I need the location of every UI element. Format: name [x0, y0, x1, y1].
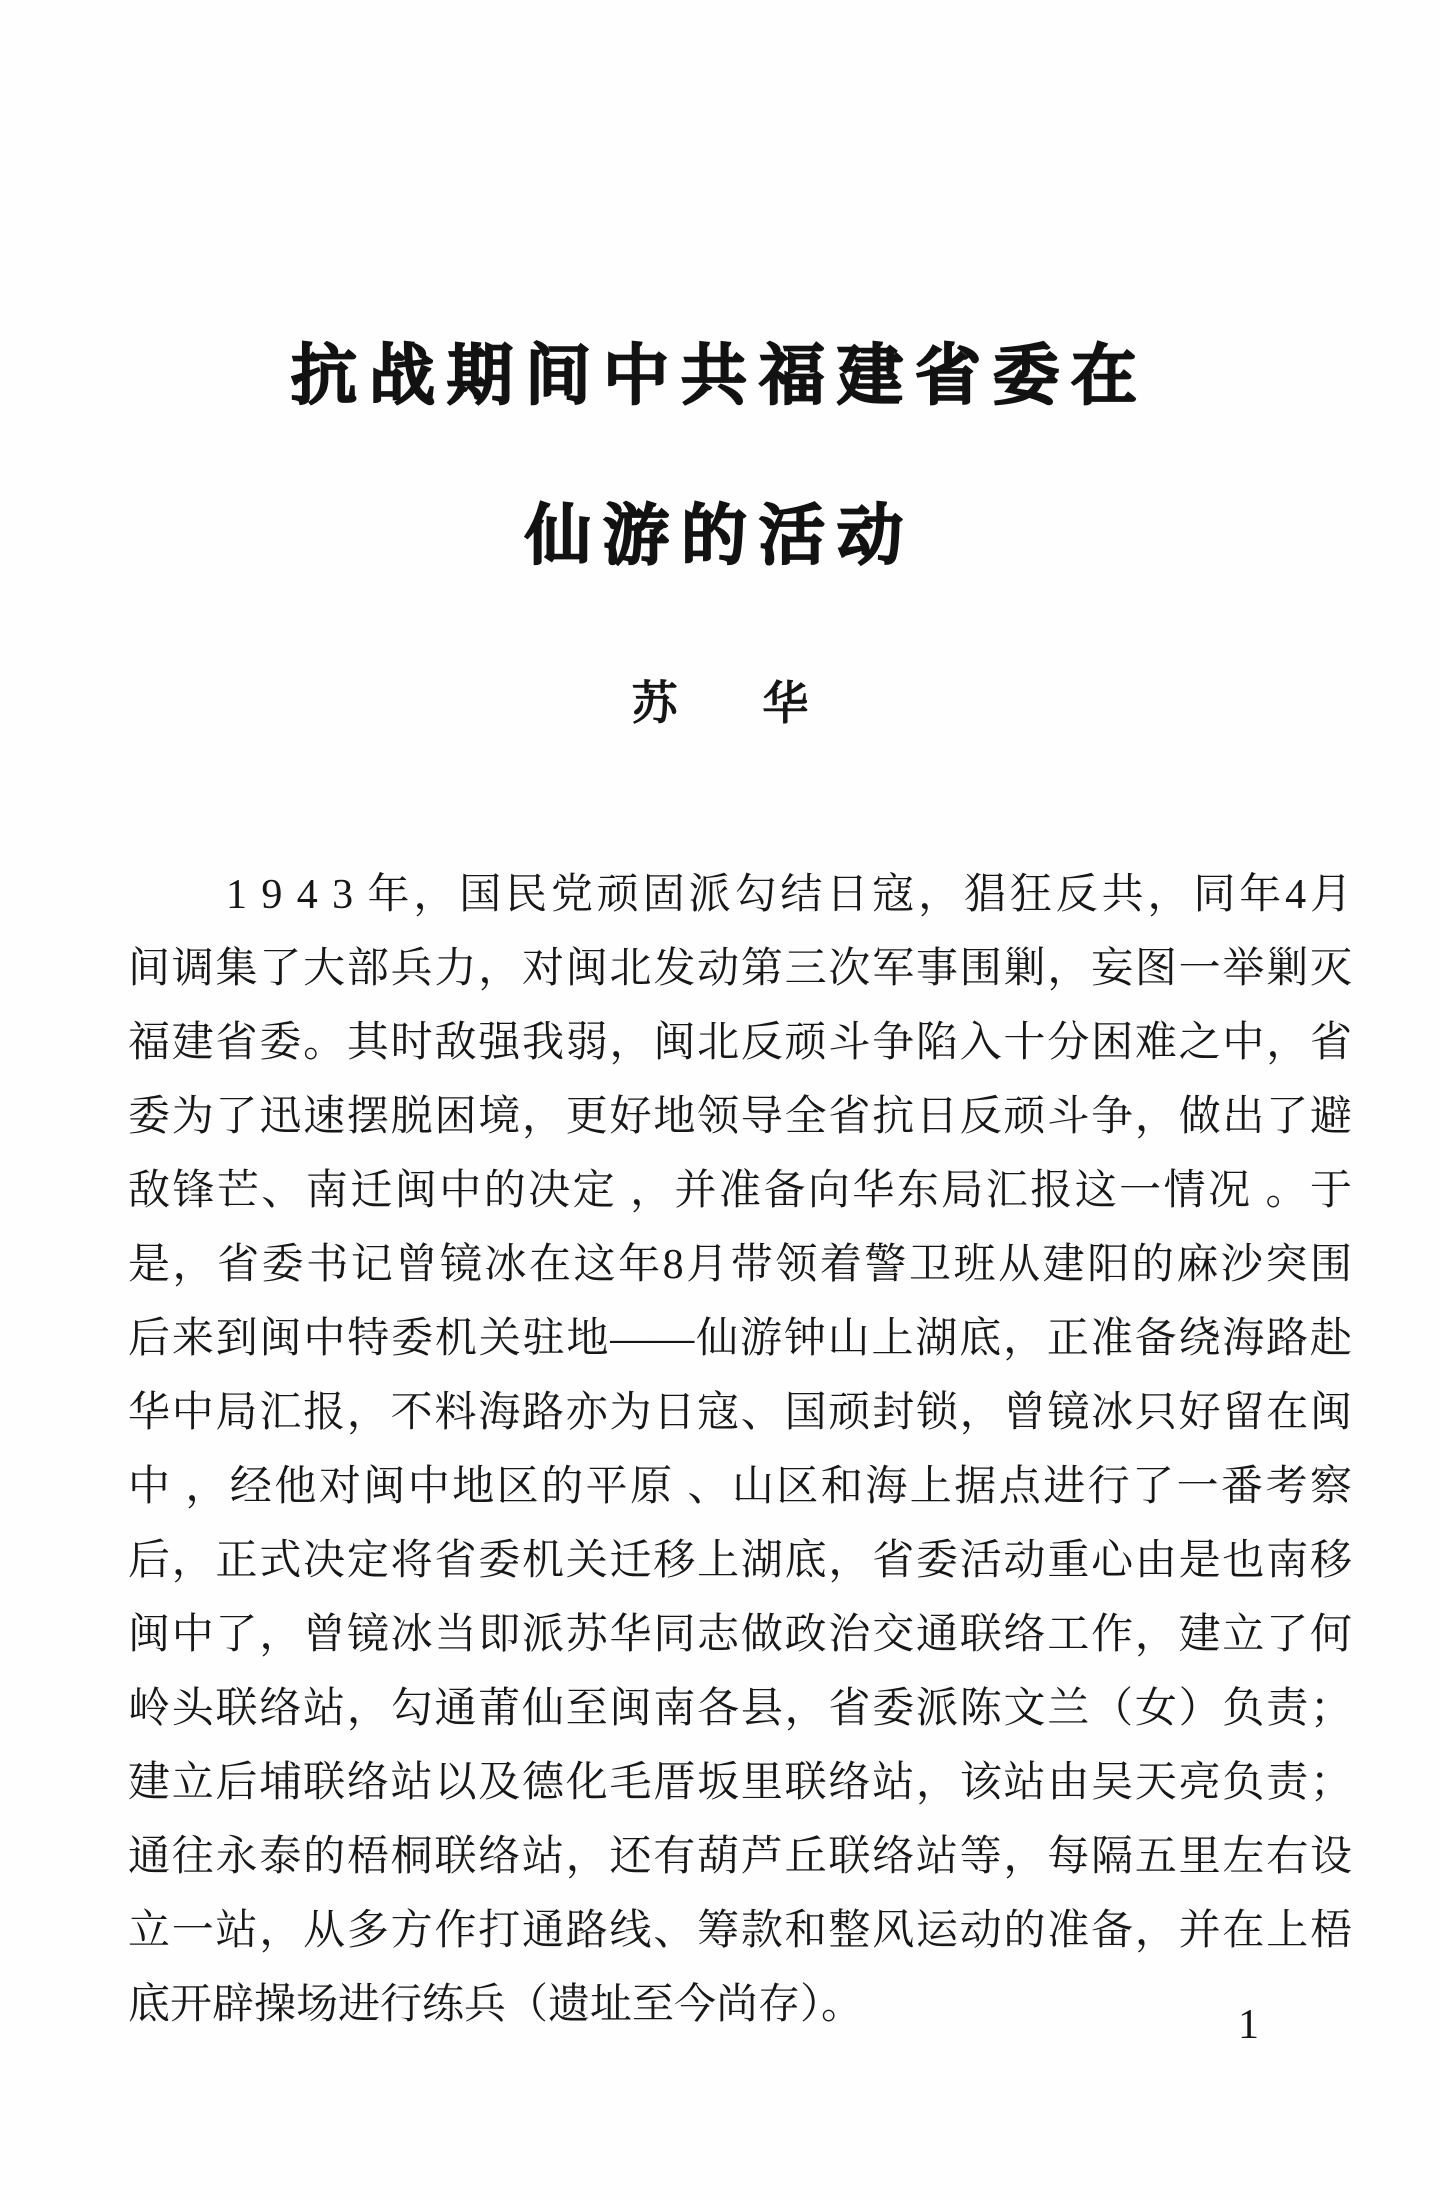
text-line: 是，省委书记曾镜冰在这年8月带领着警卫班从建阳的麻沙突围 — [128, 1242, 1352, 1288]
text-line: 间调集了大部兵力，对闽北发动第三次军事围剿，妄图一举剿灭 — [128, 946, 1352, 992]
author-name: 苏 华 — [631, 677, 809, 729]
text-line: 后来到闽中特委机关驻地——仙游钟山上湖底，正准备绕海路赴 — [128, 1316, 1352, 1362]
article-title — [0, 338, 1440, 572]
text-line: 闽中了，曾镜冰当即派苏华同志做政治交通联络工作，建立了何 — [128, 1612, 1352, 1658]
text-line: 底开辟操场进行练兵（遗址至今尚存）。 — [128, 1982, 864, 2028]
article-title-line-1: 抗战期间中共福建省委在 — [291, 338, 1149, 412]
text-line: 华中局汇报，不料海路亦为日寇、国顽封锁，曾镜冰只好留在闽 — [128, 1390, 1352, 1436]
text-line: 岭头联络站，勾通莆仙至闽南各县，省委派陈文兰（女）负责； — [128, 1686, 1352, 1732]
text-line: 立一站，从多方作打通路线、筹款和整风运动的准备，并在上梧 — [128, 1908, 1352, 1954]
text-line: 福建省委。其时敌强我弱，闽北反顽斗争陷入十分困难之中，省 — [128, 1020, 1352, 1066]
article-title-line-2: 仙游的活动 — [525, 498, 915, 572]
text-line: 委为了迅速摆脱困境，更好地领导全省抗日反顽斗争，做出了避 — [128, 1094, 1352, 1140]
text-line: 后，正式决定将省委机关迁移上湖底，省委活动重心由是也南移 — [128, 1538, 1352, 1584]
text-line: 通往永泰的梧桐联络站，还有葫芦丘联络站等，每隔五里左右设 — [128, 1834, 1352, 1880]
text-line: 1 9 4 3 年，国民党顽固派勾结日寇，猖狂反共，同年4月 — [226, 872, 1352, 918]
text-line: 敌锋芒、南迁闽中的决定 ，并准备向华东局汇报这一情况 。于 — [128, 1168, 1352, 1214]
body-paragraph — [128, 858, 1352, 2042]
page-number: 1 — [1238, 2002, 1259, 2048]
text-line: 建立后埔联络站以及德化毛厝坂里联络站，该站由吴天亮负责； — [128, 1760, 1352, 1806]
text-line: 中 ，经他对闽中地区的平原 、山区和海上据点进行了一番考察 — [128, 1464, 1352, 1510]
